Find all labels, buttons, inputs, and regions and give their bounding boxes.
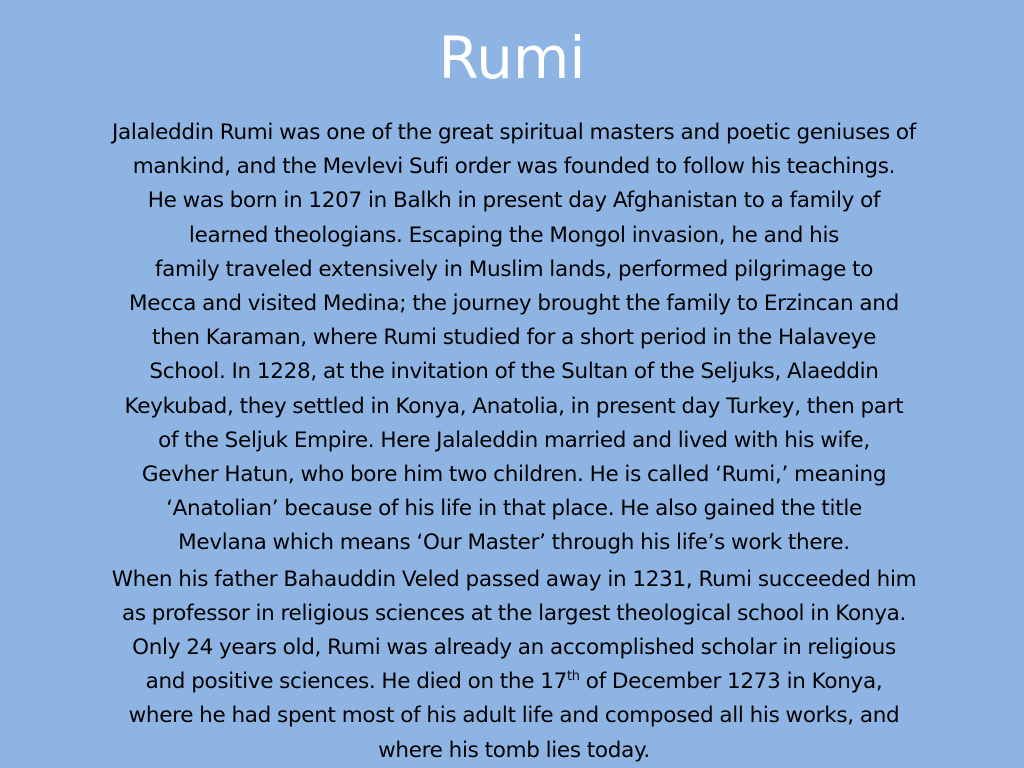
paragraph-rumi-biography: [62, 116, 966, 561]
text-line: School. In 1228, at the invitation of the Sultan of the Seljuks, Alaeddin: [149, 359, 879, 385]
slide-body: [62, 116, 966, 768]
text-line-with-ordinal: [62, 665, 966, 699]
text-line: Jalaleddin Rumi was one of the great spiritual masters and poetic geniuses of: [111, 120, 917, 145]
text-line: where his tomb lies today.: [378, 737, 650, 763]
text-line: Mecca and visited Medina; the journey brought the family to Erzincan and: [129, 291, 899, 317]
text-line: He was born in 1207 in Balkh in present day Afghanistan to a family of: [147, 188, 881, 214]
text-segment: of December 1273 in Konya,: [579, 669, 883, 695]
text-line: then Karaman, where Rumi studied for a short period in the Halaveye: [151, 325, 877, 351]
text-line: Gevher Hatun, who bore him two children. He is called ‘Rumi,’ meaning: [141, 462, 887, 488]
text-line: mankind, and the Mevlevi Sufi order was founded to follow his teachings.: [132, 154, 896, 180]
slide-title: Rumi: [438, 24, 586, 92]
text-line: Only 24 years old, Rumi was already an accomplished scholar in religious: [132, 635, 896, 661]
text-line: of the Seljuk Empire. Here Jalaleddin married and lived with his wife,: [158, 427, 870, 453]
text-line: When his father Bahauddin Veled passed away in 1231, Rumi succeeded him: [111, 566, 917, 592]
text-line: ‘Anatolian’ because of his life in that place. He also gained the title: [166, 496, 862, 522]
text-line: Mevlana which means ‘Our Master’ through his life’s work there.: [178, 530, 850, 556]
text-line: as professor in religious sciences at the largest theological school in Konya.: [121, 600, 907, 626]
ordinal-suffix: th: [566, 669, 580, 685]
text-line: where he had spent most of his adult life and composed all his works, and: [128, 703, 900, 729]
text-line: family traveled extensively in Muslim lands, performed pilgrimage to: [154, 256, 874, 282]
text-segment: and positive sciences. He died on the 17: [145, 669, 567, 695]
paragraph-rumi-career: [62, 563, 966, 768]
text-line: learned theologians. Escaping the Mongol invasion, he and his: [188, 222, 840, 248]
text-line: Keykubad, they settled in Konya, Anatolia, in present day Turkey, then part: [124, 393, 904, 419]
